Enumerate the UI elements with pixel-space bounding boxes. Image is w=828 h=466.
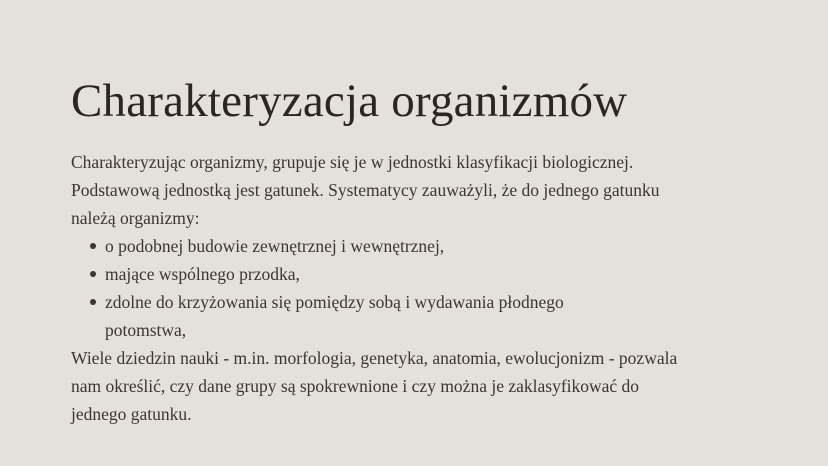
list-item [105, 232, 691, 260]
bullet-icon [90, 299, 96, 305]
slide-title: Charakteryzacja organizmów [71, 75, 628, 127]
list-item [105, 260, 691, 288]
intro-paragraph: Charakteryzując organizmy, grupuje się je w jednostki klasyfikacji biologicznej. Podstawową jednostką jest gatunek. Systematycy zauważyli, że do jednego gatunku należą organizmy: [71, 152, 660, 228]
list-item-text: o podobnej budowie zewnętrznej i wewnętrznej, [105, 236, 445, 256]
list-item [105, 288, 691, 344]
bullet-icon [90, 243, 96, 249]
bullet-list [71, 232, 691, 344]
slide-body [71, 148, 691, 428]
list-item-text: zdolne do krzyżowania się pomiędzy sobą i wydawania płodnego potomstwa, [105, 292, 564, 340]
bullet-icon [90, 271, 96, 277]
outro-paragraph: Wiele dziedzin nauki - m.in. morfologia, genetyka, anatomia, ewolucjonizm - pozwala nam określić, czy dane grupy są spokrewnione i czy można je zaklasyfikować do jednego gatunku. [71, 348, 678, 424]
list-item-text: mające wspólnego przodka, [105, 264, 300, 284]
